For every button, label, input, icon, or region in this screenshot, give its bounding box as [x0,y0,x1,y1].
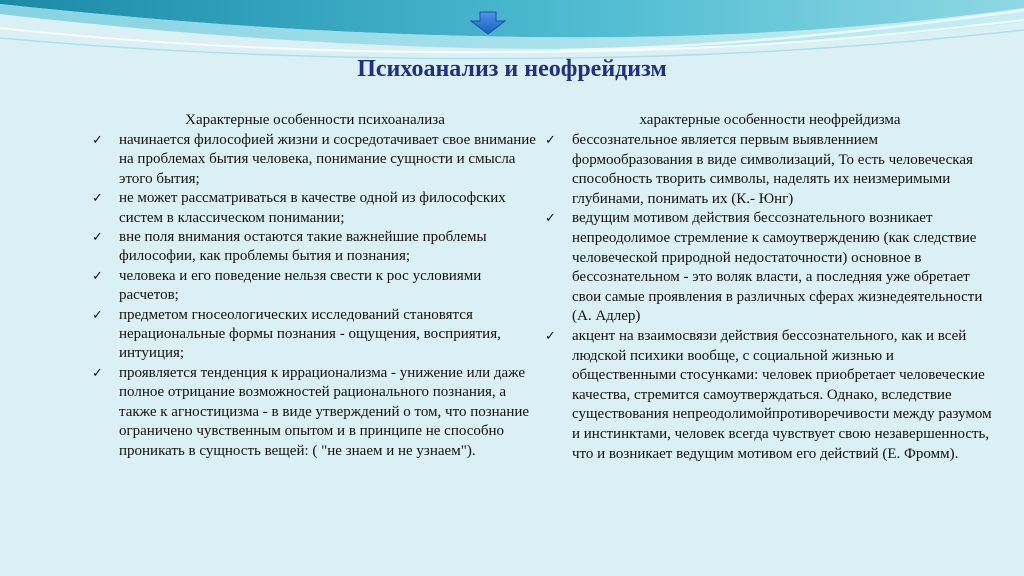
list-item-text: акцент на взаимосвязи действия бессознательного, как и всей людской психики вообще, с социальной жизнью и общественными стосунками: человек приобретает человеческие качества, стремится самоутверждаться. Однако, вследствие существования непреодолимойпротиворечивости между разумом и инстинктами, человек всегда чувствует свою незавершенность, что и возникает ведущим мотивом его действий (Е. Фромм). [572,327,992,462]
left-bullet-list [92,131,538,461]
list-item [92,228,538,267]
list-item [92,267,538,306]
list-item [545,327,995,464]
list-item-text: вне поля внимания остаются такие важнейшие проблемы философии, как проблемы бытия и познания; [119,229,487,265]
list-item-text: проявляется тенденция к иррационализма - унижение или даже полное отрицание возможностей рационального познания, а также к агностицизма - в виде утверждений о том, что познание ограничено чувственным опытом и в принципе не способно проникать в сущность вещей: ( "не знаем и не узнаем"). [119,364,530,459]
checkmark-icon: ✓ [92,307,103,323]
list-item [92,364,538,461]
checkmark-icon: ✓ [545,133,556,148]
list-item [545,209,995,327]
checkmark-icon: ✓ [92,230,103,246]
left-column [92,110,538,461]
checkmark-icon: ✓ [545,211,556,227]
checkmark-icon: ✓ [545,328,556,344]
list-item-text: не может рассматриваться в качестве одной из философских систем в классическом понимании; [119,190,506,226]
checkmark-icon: ✓ [92,191,103,207]
checkmark-icon: ✓ [92,268,103,284]
list-item-text: бессознательное является первым выявленнием формообразования в виде символизаций, То есть человеческая способность творить символы, наделять их неизмеримыми глубинами, понимать их (К.- Юнг) [572,132,973,207]
checkmark-icon: ✓ [92,365,103,381]
right-column [545,110,995,464]
slide-title: Психоанализ и неофрейдизм [357,56,667,82]
list-item-text: начинается философией жизни и сосредотачивает свое внимание на проблемах бытия человека, понимание сущности и смысла этого бытия; [119,132,536,187]
right-column-heading: характерные особенности неофрейдизма [639,112,901,128]
list-item-text: предметом гносеологических исследований становятся нерациональные формы познания - ощущения, восприятия, интуиция; [119,306,501,362]
list-item [92,189,538,228]
list-item [92,131,538,189]
list-item [92,306,538,364]
left-column-heading: Характерные особенности психоанализа [185,112,445,128]
checkmark-icon: ✓ [92,133,103,148]
list-item [545,131,995,209]
right-bullet-list [545,131,995,464]
list-item-text: ведущим мотивом действия бессознательного возникает непреодолимое стремление к самоутверждению (как следствие человеческой природной недостаточности) основное в бессознательном - это воляк власти, а последняя уже обретает свои самые проявления в различных сферах жизнедеятельности (А. Адлер) [572,210,983,325]
list-item-text: человека и его поведение нельзя свести к рос условиями расчетов; [119,267,482,304]
